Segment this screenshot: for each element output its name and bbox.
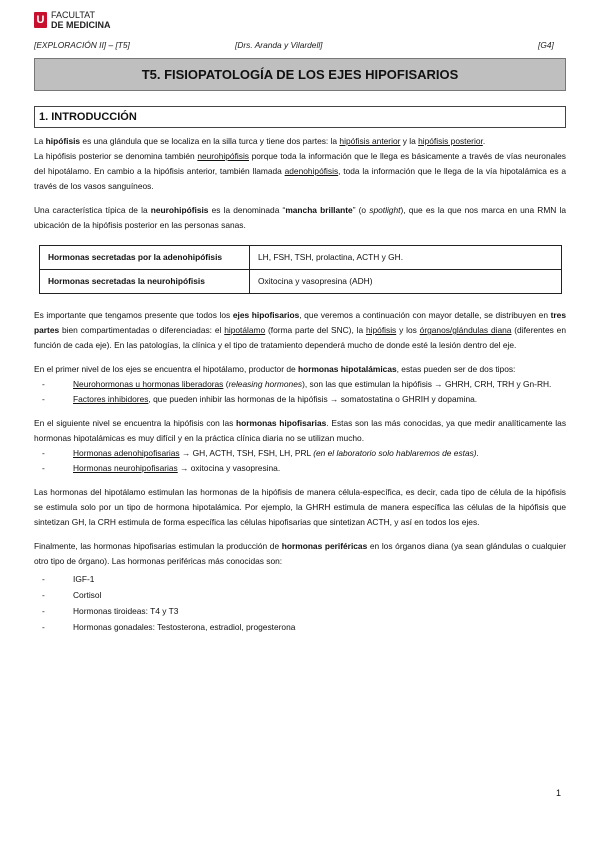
- document-title: T5. FISIOPATOLOGÍA DE LOS EJES HIPOFISARIOS: [34, 58, 566, 91]
- table-cell-value: LH, FSH, TSH, prolactina, ACTH y GH.: [250, 246, 562, 270]
- list-item: - Factores inhibidores, que pueden inhibir las hormonas de la hipófisis → somatostatina o GHRIH y dopamina.: [40, 392, 566, 407]
- header-subject: [EXPLORACIÓN II] – [T5]: [34, 40, 130, 50]
- paragraph-siguiente-nivel: En el siguiente nivel se encuentra la hipófisis con las hormonas hipofisarias. Estas son las más conocidas, ya que medir analíticamente las hormonas hipotalámicas es muy difícil y en la práctica clínica diaria no se utilizan mucho.: [34, 418, 567, 443]
- list-item: - Hormonas tiroideas: T4 y T3: [40, 603, 566, 619]
- document-body: [34, 134, 566, 635]
- table-row: [40, 246, 562, 270]
- table-cell-label: Hormonas secretadas por la adenohipófisis: [40, 246, 250, 270]
- paragraph-hipofisis: La hipófisis es una glándula que se localiza en la silla turca y tiene dos partes: la hipófisis anterior y la hipófisis posterior.: [34, 136, 486, 146]
- table-cell-label: Hormonas secretadas la neurohipófisis: [40, 270, 250, 294]
- list-item: - Hormonas neurohipofisarias → oxitocina y vasopresina.: [40, 461, 566, 476]
- paragraph-primer-nivel: En el primer nivel de los ejes se encuentra el hipotálamo, productor de hormonas hipotalámicas, estas pueden ser de dos tipos:: [34, 364, 516, 374]
- faculty-name-line1: FACULTAT: [51, 10, 96, 20]
- paragraph-perifericas: Finalmente, las hormonas hipofisarias estimulan la producción de hormonas periféricas en los órganos diana (ya sean glándulas o cualquier otro tipo de órgano). Las hormonas periféricas más conocidas son:: [34, 541, 566, 566]
- faculty-name: [51, 10, 111, 30]
- faculty-logo: [34, 10, 111, 30]
- paragraph-celula-especifica: Las hormonas del hipotálamo estimulan las hormonas de la hipófisis de manera célula-específica, es decir, cada tipo de célula de la hipófisis se estimula solo por un tipo de hormona hipotalámica. Por ejemplo, la GHRH estimula de manera específica las células de la hipófisis que sintetizan GH, la CRH estimula de forma específica las células hipofisarias que sintetizan ACTH, y así en todos los ejes.: [34, 487, 566, 527]
- page-number: 1: [556, 788, 562, 798]
- paragraph-mancha-brillante: Una característica típica de la neurohipófisis es la denominada “mancha brillante” (o spotlight), que es la que nos marca en una RMN la ubicación de la hipófisis posterior en las personas sanas.: [34, 205, 567, 230]
- university-logo-icon: U: [34, 12, 47, 28]
- section-heading: 1. INTRODUCCIÓN: [34, 106, 566, 128]
- hormone-table: [39, 245, 562, 294]
- faculty-name-line2: DE MEDICINA: [51, 20, 111, 30]
- list-item: - Neurohormonas u hormonas liberadoras (releasing hormones), son las que estimulan la hipófisis → GHRH, CRH, TRH y Gn-RH.: [40, 377, 566, 392]
- header-group: [G4]: [538, 40, 554, 50]
- table-row: [40, 270, 562, 294]
- list-item: - IGF-1: [40, 571, 566, 587]
- list-item: - Cortisol: [40, 587, 566, 603]
- paragraph-neurohipofisis: La hipófisis posterior se denomina también neurohipófisis porque toda la información que le llega es básicamente a través de vías neuronales del hipotálamo. En cambio a la hipófisis anterior, también llamada adenohipófisis, toda la información que le llega de la vía hipotalámica es a través de los vasos sanguíneos.: [34, 151, 566, 191]
- paragraph-ejes: Es importante que tengamos presente que todos los ejes hipofisarios, que veremos a continuación con mayor detalle, se distribuyen en tres partes bien compartimentadas o diferenciadas: el hipotálamo (forma parte del SNC), la hipófisis y los órganos/glándulas diana (diferentes en función de cada eje). En las patologías, la clínica y el tipo de tratamiento dependerá mucho de donde esté la lesión dentro del eje.: [34, 310, 566, 350]
- peripheral-hormone-list: [34, 571, 566, 635]
- table-cell-value: Oxitocina y vasopresina (ADH): [250, 270, 562, 294]
- pituitary-hormone-list: [34, 446, 566, 476]
- list-item: - Hormonas adenohipofisarias → GH, ACTH, TSH, FSH, LH, PRL (en el laboratorio solo hablaremos de estas).: [40, 446, 566, 461]
- list-item: - Hormonas gonadales: Testosterona, estradiol, progesterona: [40, 619, 566, 635]
- hypothalamic-hormone-list: [34, 377, 566, 407]
- header-authors: [Drs. Aranda y Vilardell]: [235, 40, 323, 50]
